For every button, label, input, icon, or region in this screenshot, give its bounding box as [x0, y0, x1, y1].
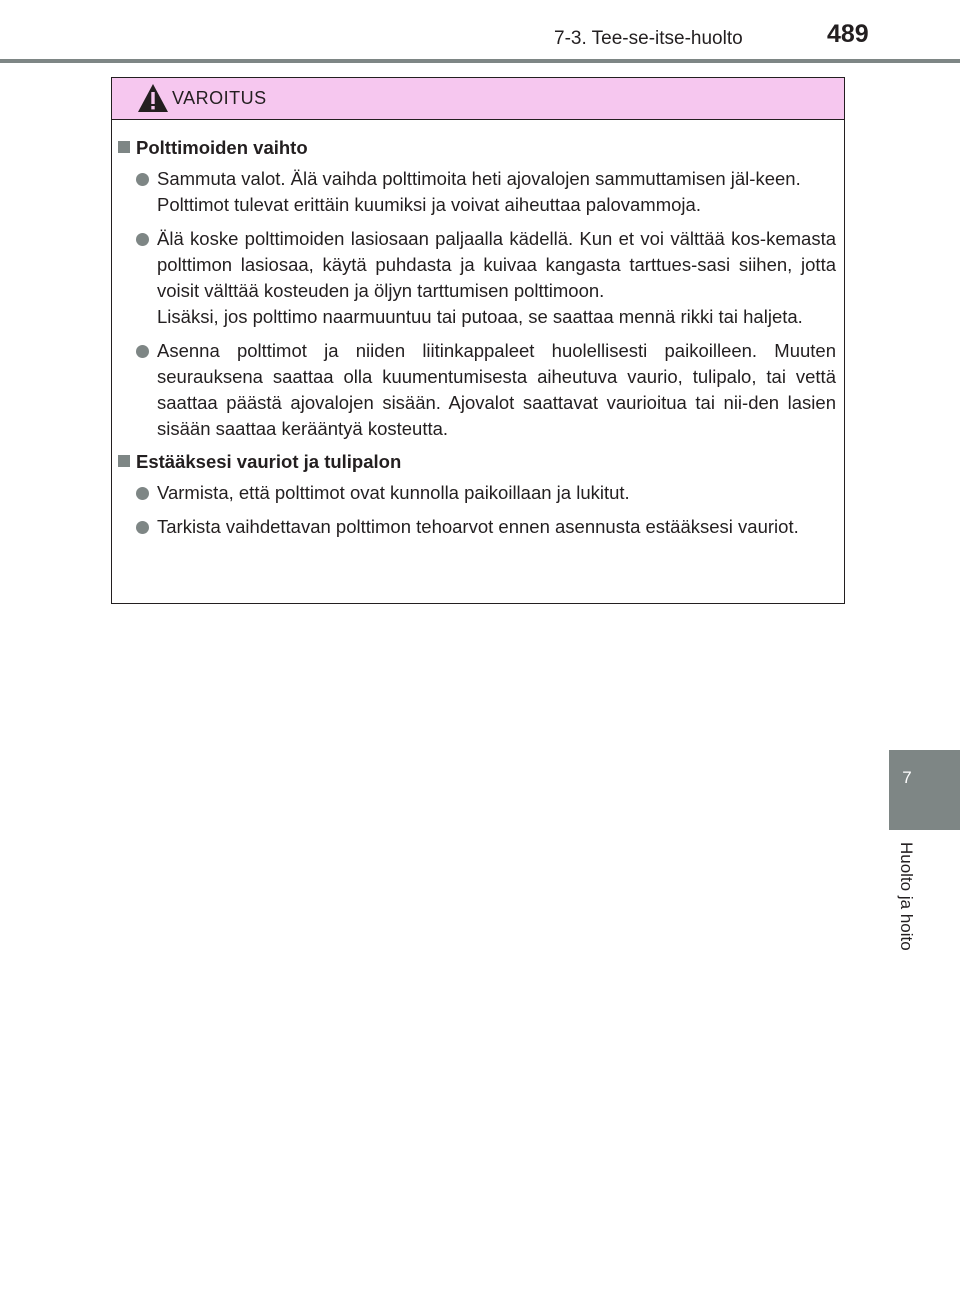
- warning-section: [112, 450, 836, 540]
- section-heading: [112, 136, 836, 160]
- warning-label: VAROITUS: [172, 88, 267, 108]
- round-bullet-icon: [136, 487, 149, 500]
- round-bullet-icon: [136, 173, 149, 186]
- item-text: Sammuta valot. Älä vaihda polttimoita heti ajovalojen sammuttamisen jäl-keen.: [157, 168, 801, 189]
- square-bullet-icon: [118, 141, 130, 153]
- list-item: [112, 514, 836, 540]
- item-text: Asenna polttimot ja niiden liitinkappaleet huolellisesti paikoilleen. Muuten seurauksena saattaa olla kuumentumisesta aiheutuva vaurio, tulipalo, tai vettä saattaa päästä ajovalojen sisään. Ajovalot saattavat vaurioitua tai nii-den lasien sisään saattaa kerääntyä kosteutta.: [157, 340, 836, 439]
- item-text: Lisäksi, jos polttimo naarmuuntuu tai putoaa, se saattaa mennä rikki tai haljeta.: [157, 306, 803, 327]
- item-text: Älä koske polttimoiden lasiosaan paljaalla kädellä. Kun et voi välttää kos-kemasta polttimon lasiosaa, käytä puhdasta ja kuivaa kangasta tarttues-sasi siihen, jotta voisit välttää kosteuden ja öljyn tarttumisen polttimoon.: [157, 228, 836, 301]
- list-item: [112, 226, 836, 330]
- warning-triangle-icon: [137, 83, 169, 113]
- header-rule: [0, 59, 960, 63]
- section-heading-text: Estääksesi vauriot ja tulipalon: [136, 451, 402, 472]
- chapter-number: 7: [902, 768, 912, 787]
- chapter-label: Huolto ja hoito: [897, 842, 916, 951]
- warning-body: [112, 120, 844, 540]
- section-heading-text: Polttimoiden vaihto: [136, 137, 308, 158]
- round-bullet-icon: [136, 233, 149, 246]
- page-header: [0, 0, 960, 64]
- warning-box: [111, 77, 845, 604]
- section-heading: [112, 450, 836, 474]
- item-text: Varmista, että polttimot ovat kunnolla paikoillaan ja lukitut.: [157, 482, 630, 503]
- list-item: [112, 166, 836, 218]
- list-item: [112, 480, 836, 506]
- item-text: Tarkista vaihdettavan polttimon tehoarvot ennen asennusta estääksesi vauriot.: [157, 516, 799, 537]
- round-bullet-icon: [136, 521, 149, 534]
- chapter-tab: [889, 750, 960, 830]
- warning-header: [112, 78, 844, 120]
- square-bullet-icon: [118, 455, 130, 467]
- round-bullet-icon: [136, 345, 149, 358]
- list-item: [112, 338, 836, 442]
- warning-section: [112, 136, 836, 442]
- section-title: 7-3. Tee-se-itse-huolto: [554, 28, 743, 49]
- item-text: Polttimot tulevat erittäin kuumiksi ja voivat aiheuttaa palovammoja.: [157, 194, 701, 215]
- page-number: 489: [827, 20, 869, 48]
